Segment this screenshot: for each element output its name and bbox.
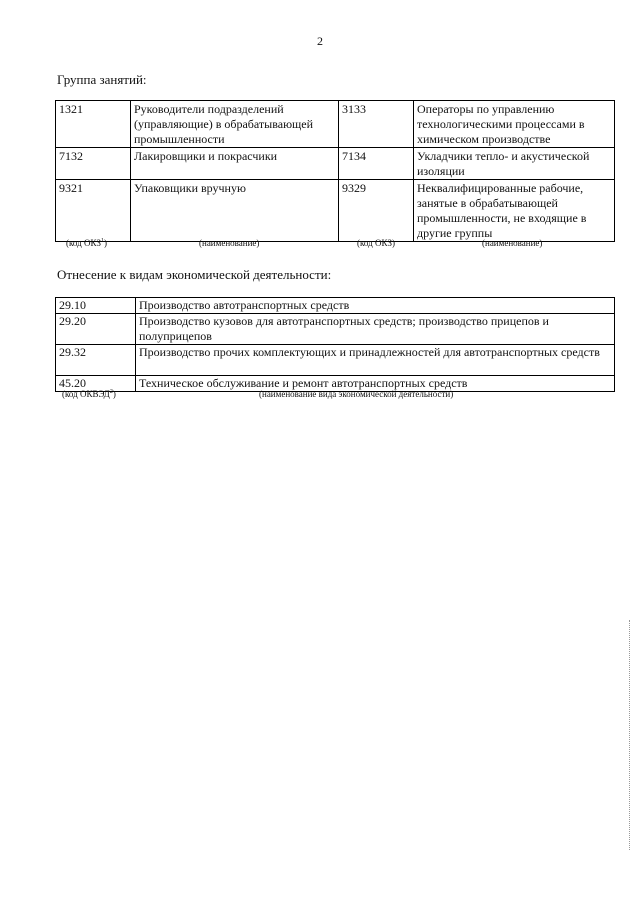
scan-edge-mark bbox=[629, 620, 632, 850]
footnote-mark: 1 bbox=[101, 238, 104, 244]
table-row bbox=[56, 148, 615, 180]
economic-activity-table bbox=[55, 297, 615, 392]
occupation-name-cell: Упаковщики вручную bbox=[131, 180, 339, 242]
okz-code-caption-2: (код ОКЗ) bbox=[357, 238, 395, 248]
economic-activity-title: Отнесение к видам экономической деятельности: bbox=[57, 267, 332, 282]
okved-code-caption-text: (код ОКВЭД bbox=[62, 389, 110, 399]
occupation-name-cell: Неквалифицированные рабочие, занятые в обрабатывающей промышленности, не входящие в другие группы bbox=[414, 180, 615, 242]
occupation-name-cell: Руководители подразделений (управляющие) в обрабатывающей промышленности bbox=[131, 101, 339, 148]
occupation-name-caption-2: (наименование) bbox=[482, 238, 543, 248]
okved-code-cell: 29.20 bbox=[56, 314, 136, 345]
page-number: 2 bbox=[317, 34, 323, 48]
occupation-group-title: Группа занятий: bbox=[57, 72, 147, 87]
activity-name-cell: Техническое обслуживание и ремонт автотранспортных средств bbox=[136, 376, 615, 392]
occupation-name-cell: Укладчики тепло- и акустической изоляции bbox=[414, 148, 615, 180]
okved-code-cell: 45.20 bbox=[56, 376, 136, 392]
okz-code-caption-text: (код ОКЗ bbox=[66, 238, 101, 248]
okved-code-caption: (код ОКВЭД$^2$) bbox=[62, 389, 116, 399]
okz-code-cell: 7132 bbox=[56, 148, 131, 180]
table-row bbox=[56, 345, 615, 376]
okz-code-cell: 3133 bbox=[339, 101, 414, 148]
occupation-table bbox=[55, 100, 615, 242]
occupation-name-caption: (наименование) bbox=[199, 238, 260, 248]
activity-name-cell: Производство кузовов для автотранспортных средств; производство прицепов и полуприцепов bbox=[136, 314, 615, 345]
okved-code-cell: 29.10 bbox=[56, 298, 136, 314]
footnote-mark: 2 bbox=[109, 389, 113, 395]
table-row bbox=[56, 101, 615, 148]
occupation-name-cell: Лакировщики и покрасчики bbox=[131, 148, 339, 180]
table-row bbox=[56, 298, 615, 314]
okz-code-caption: (код ОКЗ$^1$) bbox=[66, 238, 107, 248]
activity-name-caption: (наименование вида экономической деятельности) bbox=[259, 389, 454, 399]
okz-code-cell: 9321 bbox=[56, 180, 131, 242]
activity-name-cell: Производство прочих комплектующих и принадлежностей для автотранспортных средств bbox=[136, 345, 615, 376]
table-row bbox=[56, 314, 615, 345]
table-row bbox=[56, 180, 615, 242]
activity-name-cell: Производство автотранспортных средств bbox=[136, 298, 615, 314]
okved-code-cell: 29.32 bbox=[56, 345, 136, 376]
okz-code-cell: 7134 bbox=[339, 148, 414, 180]
okz-code-cell: 9329 bbox=[339, 180, 414, 242]
okz-code-cell: 1321 bbox=[56, 101, 131, 148]
occupation-name-cell: Операторы по управлению технологическими процессами в химическом производстве bbox=[414, 101, 615, 148]
